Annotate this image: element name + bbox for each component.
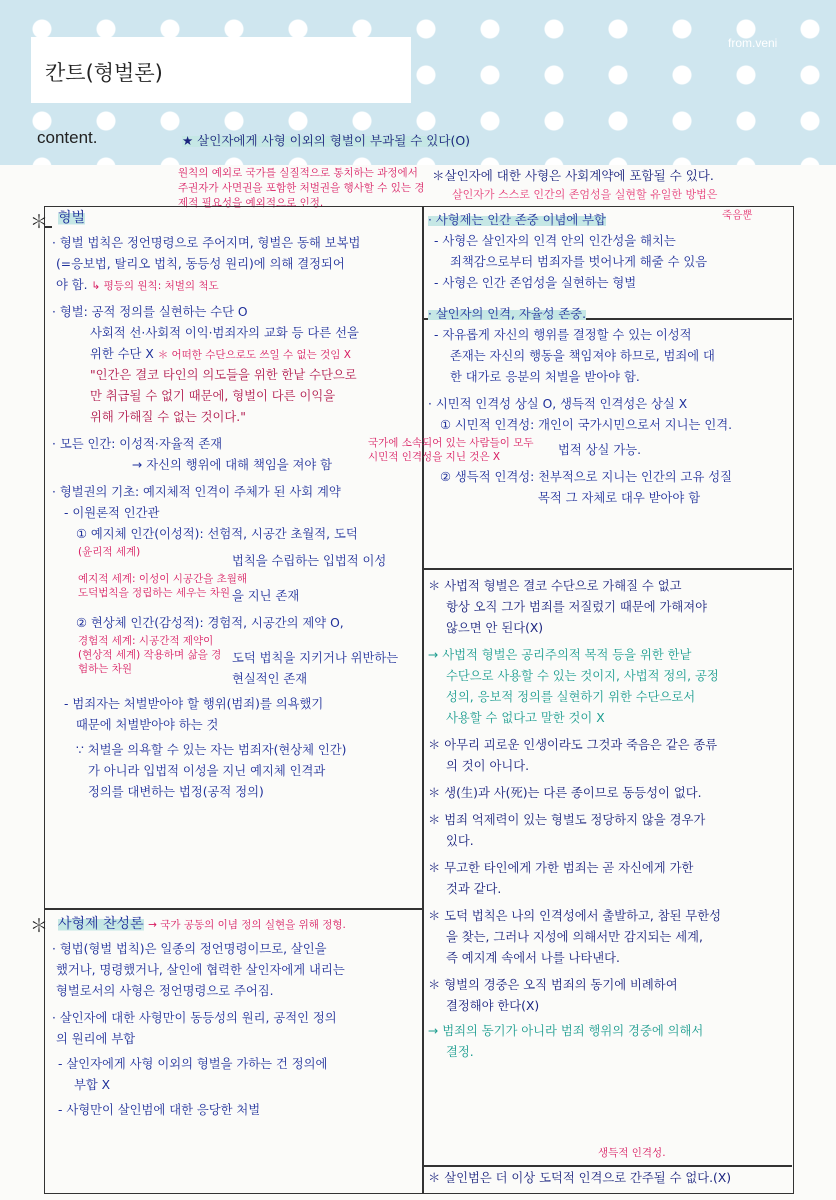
text-line: - 사형은 인간 존엄성을 실현하는 형벌: [434, 276, 637, 290]
text-line: ＊ 무고한 타인에게 가한 범죄는 곧 자신에게 가한: [428, 861, 694, 875]
text-line: 도덕 법칙을 지키거나 위반하는: [232, 651, 399, 665]
quote-line: 만 취급될 수 없기 때문에, 형벌이 다른 이익을: [90, 389, 336, 403]
text-line: (=응보법, 탈리오 법칙, 동등성 원리)에 의해 결정되어: [56, 257, 345, 271]
text-line: - 이원론적 인간관: [64, 506, 160, 520]
teal-line: 사용할 수 없다고 말한 것이 X: [446, 711, 605, 725]
text-line: · 시민적 인격성 상실 O, 생득적 인격성은 상실 X: [428, 397, 688, 411]
text-line: 가 아니라 입법적 이성을 지닌 예지체 인격과: [88, 764, 326, 778]
right-top-claim: ＊살인자에 대한 사형은 사회계약에 포함될 수 있다.: [432, 168, 714, 183]
text-line: · 형법(형벌 법칙)은 일종의 정언명령이므로, 살인을: [52, 942, 327, 956]
page-title: 칸트(형벌론): [45, 61, 163, 85]
red-note: 예지적 세계: 이성이 시공간을 초월해 도덕법칙을 정립하는 세우는 차원: [78, 573, 248, 599]
text-line: 사회적 선·사회적 이익·범죄자의 교화 등 다른 선을: [90, 326, 359, 340]
teal-line: 결정.: [446, 1045, 474, 1059]
text-line: ＊ 생(生)과 사(死)는 다른 종이므로 동등성이 없다.: [428, 786, 702, 800]
text-line: - 사형은 살인자의 인격 안의 인간성을 해치는: [434, 234, 676, 248]
text-line: 형벌로서의 사형은 정언명령으로 주어짐.: [56, 984, 274, 998]
teal-line: → 범죄의 동기가 아니라 범죄 행위의 경중에 의해서: [428, 1024, 704, 1038]
text-line: - 자유롭게 자신의 행위를 결정할 수 있는 이성적: [434, 328, 692, 342]
text-line: ① 예지체 인간(이성적): 선험적, 시공간 초월적, 도덕: [76, 527, 358, 541]
teal-line: 수단으로 사용할 수 있는 것이지, 사법적 정의, 공정: [446, 669, 719, 683]
red-note: 생득적 인격성.: [598, 1147, 666, 1159]
quote-line: "인간은 결코 타인의 의도들을 위한 한낱 수단으로: [90, 368, 357, 382]
right-divider-3: [422, 1165, 792, 1167]
text-line: 야 함. ↳ 평등의 원칙: 처벌의 척도: [56, 278, 219, 292]
text-line: 것과 같다.: [446, 882, 502, 896]
text-line: 존재는 자신의 행동을 책임져야 하므로, 범죄에 대: [450, 349, 715, 363]
teal-line: → 사법적 형벌은 공리주의적 목적 등을 위한 한낱: [428, 648, 692, 662]
brand-watermark: from.veni: [728, 36, 778, 50]
quote-line: 위해 가해질 수 없는 것이다.": [90, 410, 246, 424]
text-line: 정의를 대변하는 법정(공적 정의): [88, 785, 264, 799]
text-line: ＊ 사법적 형벌은 결코 수단으로 가해질 수 없고: [428, 579, 682, 593]
teal-line: 성의, 응보적 정의를 실현하기 위한 수단으로서: [446, 690, 696, 704]
text-line: 결정해야 한다(X): [446, 999, 540, 1013]
text-line: 않으면 안 된다(X): [446, 621, 544, 635]
text-line: ② 현상체 인간(감성적): 경험적, 시공간의 제약 O,: [76, 616, 344, 630]
text-line: 부합 X: [74, 1078, 111, 1092]
title-box: [31, 37, 411, 103]
text-line: 의 원리에 부합: [56, 1032, 136, 1046]
text-line: 항상 오직 그가 범죄를 저질렀기 때문에 가해져야: [446, 600, 708, 614]
right-final-line: ＊ 살인범은 더 이상 도덕적 인격으로 간주될 수 없다.(X): [428, 1171, 732, 1185]
text-line: · 살인자의 인격, 자율성 존중.: [428, 307, 587, 321]
text-line: ② 생득적 인격성: 천부적으로 지니는 인간의 고유 성질: [440, 470, 732, 484]
red-note: 경험적 세계: 시공간적 제약이 (현상적 세계) 작용하며 삶을 경험하는 차원: [78, 635, 222, 675]
text-line: 죄책감으로부터 범죄자를 벗어나게 해줄 수 있음: [450, 255, 708, 269]
text-line: ＊ 아무리 괴로운 인생이라도 그것과 죽음은 같은 종류: [428, 738, 718, 752]
top-red-note: 원칙의 예외로 국가를 실질적으로 통치하는 과정에서 주권자가 사면권을 포함한 처벌권을 행사할 수 있는 경제적 필요성을 예외적으로 인정.: [178, 167, 425, 209]
left-divider-2: [44, 908, 422, 910]
text-line: · 형벌권의 기초: 예지체적 인격이 주체가 된 사회 계약: [52, 485, 341, 499]
text-line: ∵ 처벌을 의욕할 수 있는 자는 범죄자(현상체 인간): [76, 743, 347, 757]
text-line: 을 찾는, 그러나 지성에 의해서만 감지되는 세계,: [446, 930, 703, 944]
right-column-top: [368, 210, 788, 509]
text-line: 했거나, 명령했거나, 살인에 협력한 살인자에게 내리는: [56, 963, 345, 977]
text-line: 목적 그 자체로 대우 받아야 함: [538, 491, 701, 505]
left-column-bottom: [52, 914, 418, 1121]
text-line: 현실적인 존재: [232, 672, 308, 686]
text-line: · 형벌: 공적 정의를 실현하는 수단 O: [52, 305, 248, 319]
top-star-claim: ★ 살인자에게 사형 이외의 형벌이 부과될 수 있다(O): [182, 133, 471, 148]
text-line: 법칙을 수립하는 입법적 이성: [232, 554, 387, 568]
content-label: content.: [37, 128, 98, 147]
text-line: → 자신의 행위에 대해 책임을 져야 함: [132, 458, 333, 472]
right-top-red-note: 살인자가 스스로 인간의 존엄성을 실현할 유일한 방법은: [452, 188, 718, 201]
text-line: 의 것이 아니다.: [446, 759, 529, 773]
text-line: - 범죄자는 처벌받아야 할 행위(범죄)를 의욕했기: [64, 697, 324, 711]
text-line: · 살인자에 대한 사형만이 동등성의 원리, 공적인 정의: [52, 1011, 337, 1025]
text-line: 위한 수단 X ＊ 어떠한 수단으로도 쓰일 수 없는 것임 X: [90, 347, 351, 361]
text-line: 한 대가로 응분의 처벌을 받아야 함.: [450, 370, 640, 384]
right-top-red-note-2: 죽음뿐: [722, 209, 753, 221]
text-line: · 사형제는 인간 존중 이념에 부합: [428, 213, 606, 227]
section-star-icon: ＊: [30, 212, 48, 233]
section-title-row: 사형제 찬성론 → 국가 공동의 이념 정의 실현을 위해 정형.: [58, 916, 346, 932]
right-divider-2: [422, 568, 792, 570]
text-line: ＊ 범죄 억제력이 있는 형벌도 정당하지 않을 경우가: [428, 813, 706, 827]
section-title-pro-death-penalty: 사형제 찬성론: [58, 916, 144, 932]
text-line: - 사형만이 살인범에 대한 응당한 처벌: [58, 1103, 261, 1117]
text-line: 있다.: [446, 834, 474, 848]
text-line: - 살인자에게 사형 이외의 형벌을 가하는 건 정의에: [58, 1057, 328, 1071]
red-note: (윤리적 세계): [78, 546, 141, 558]
right-column-bottom: [428, 576, 788, 1063]
text-line: ＊ 형벌의 경중은 오직 범죄의 동기에 비례하여: [428, 978, 678, 992]
section-title-punishment: 형벌: [58, 210, 86, 226]
text-line: 법적 상실 가능.: [558, 443, 641, 457]
section-star-icon: ＊: [30, 916, 48, 937]
red-note: 국가에 소속되어 있는 사람들이 모두 시민적 인격성을 지닌 것은 X: [368, 437, 534, 463]
text-line: 을 지닌 존재: [232, 589, 300, 603]
text-line: ① 시민적 인격성: 개인이 국가시민으로서 지니는 인격.: [440, 418, 732, 432]
text-line: 즉 예지계 속에서 나를 나타낸다.: [446, 951, 620, 965]
text-line: 때문에 처벌받아야 하는 것: [76, 718, 219, 732]
text-line: · 모든 인간: 이성적·자율적 존재: [52, 437, 223, 451]
text-line: · 형벌 법칙은 정언명령으로 주어지며, 형벌은 동해 보복법: [52, 236, 361, 250]
text-line: ＊ 도덕 법칙은 나의 인격성에서 출발하고, 참된 무한성: [428, 909, 722, 923]
left-column: [52, 208, 418, 803]
